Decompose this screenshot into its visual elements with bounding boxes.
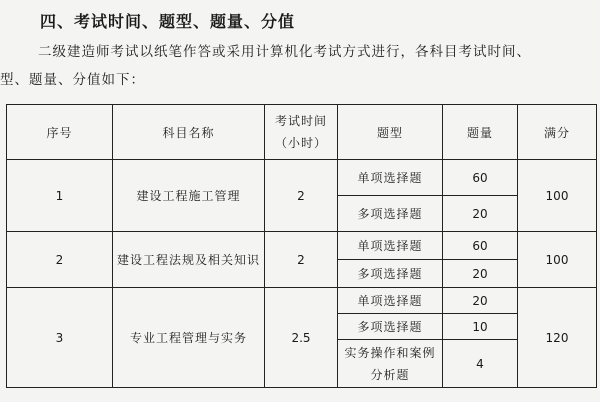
subject-1-count-1: 60	[443, 160, 518, 196]
subject-3-type-2: 多项选择题	[338, 314, 443, 340]
subject-1-score: 100	[518, 160, 597, 232]
subject-1-type-1: 单项选择题	[338, 160, 443, 196]
subject-1-time: 2	[265, 160, 338, 232]
intro-paragraph	[0, 38, 600, 94]
table-row	[7, 160, 597, 196]
subject-3-time: 2.5	[265, 288, 338, 388]
subject-2-name: 建设工程法规及相关知识	[113, 232, 265, 288]
header-count: 题量	[443, 105, 518, 160]
subject-2-seq: 2	[7, 232, 113, 288]
header-time-line-1: 考试时间	[274, 114, 327, 128]
subject-2-count-1: 60	[443, 232, 518, 260]
header-time	[265, 105, 338, 160]
subject-1-type-2: 多项选择题	[338, 196, 443, 232]
subject-3-type-3-line-1: 实务操作和案例	[344, 345, 436, 360]
header-score: 满分	[518, 105, 597, 160]
table-row	[7, 288, 597, 314]
subject-3-score: 120	[518, 288, 597, 388]
subject-3-type-1: 单项选择题	[338, 288, 443, 314]
table-header-row	[7, 105, 597, 160]
subject-1-count-2: 20	[443, 196, 518, 232]
subject-1-seq: 1	[7, 160, 113, 232]
subject-3-type-3-line-2: 分析题	[370, 367, 410, 382]
header-subject: 科目名称	[113, 105, 265, 160]
subject-2-time: 2	[265, 232, 338, 288]
intro-line-1: 二级建造师考试以纸笔作答或采用计算机化考试方式进行，各科目考试时间、	[38, 44, 531, 60]
header-seq: 序号	[7, 105, 113, 160]
subject-3-count-2: 10	[443, 314, 518, 340]
subject-1-name: 建设工程施工管理	[113, 160, 265, 232]
subject-3-type-3	[338, 340, 443, 388]
subject-2-count-2: 20	[443, 260, 518, 288]
exam-table	[6, 104, 597, 388]
section-heading: 四、考试时间、题型、题量、分值	[40, 12, 296, 31]
subject-2-type-1: 单项选择题	[338, 232, 443, 260]
header-time-line-2: （小时）	[274, 136, 327, 150]
subject-3-count-3: 4	[443, 340, 518, 388]
table-row	[7, 232, 597, 260]
subject-3-name: 专业工程管理与实务	[113, 288, 265, 388]
subject-2-type-2: 多项选择题	[338, 260, 443, 288]
subject-3-count-1: 20	[443, 288, 518, 314]
intro-line-2: 型、题量、分值如下：	[0, 72, 145, 88]
header-type: 题型	[338, 105, 443, 160]
subject-3-seq: 3	[7, 288, 113, 388]
subject-2-score: 100	[518, 232, 597, 288]
